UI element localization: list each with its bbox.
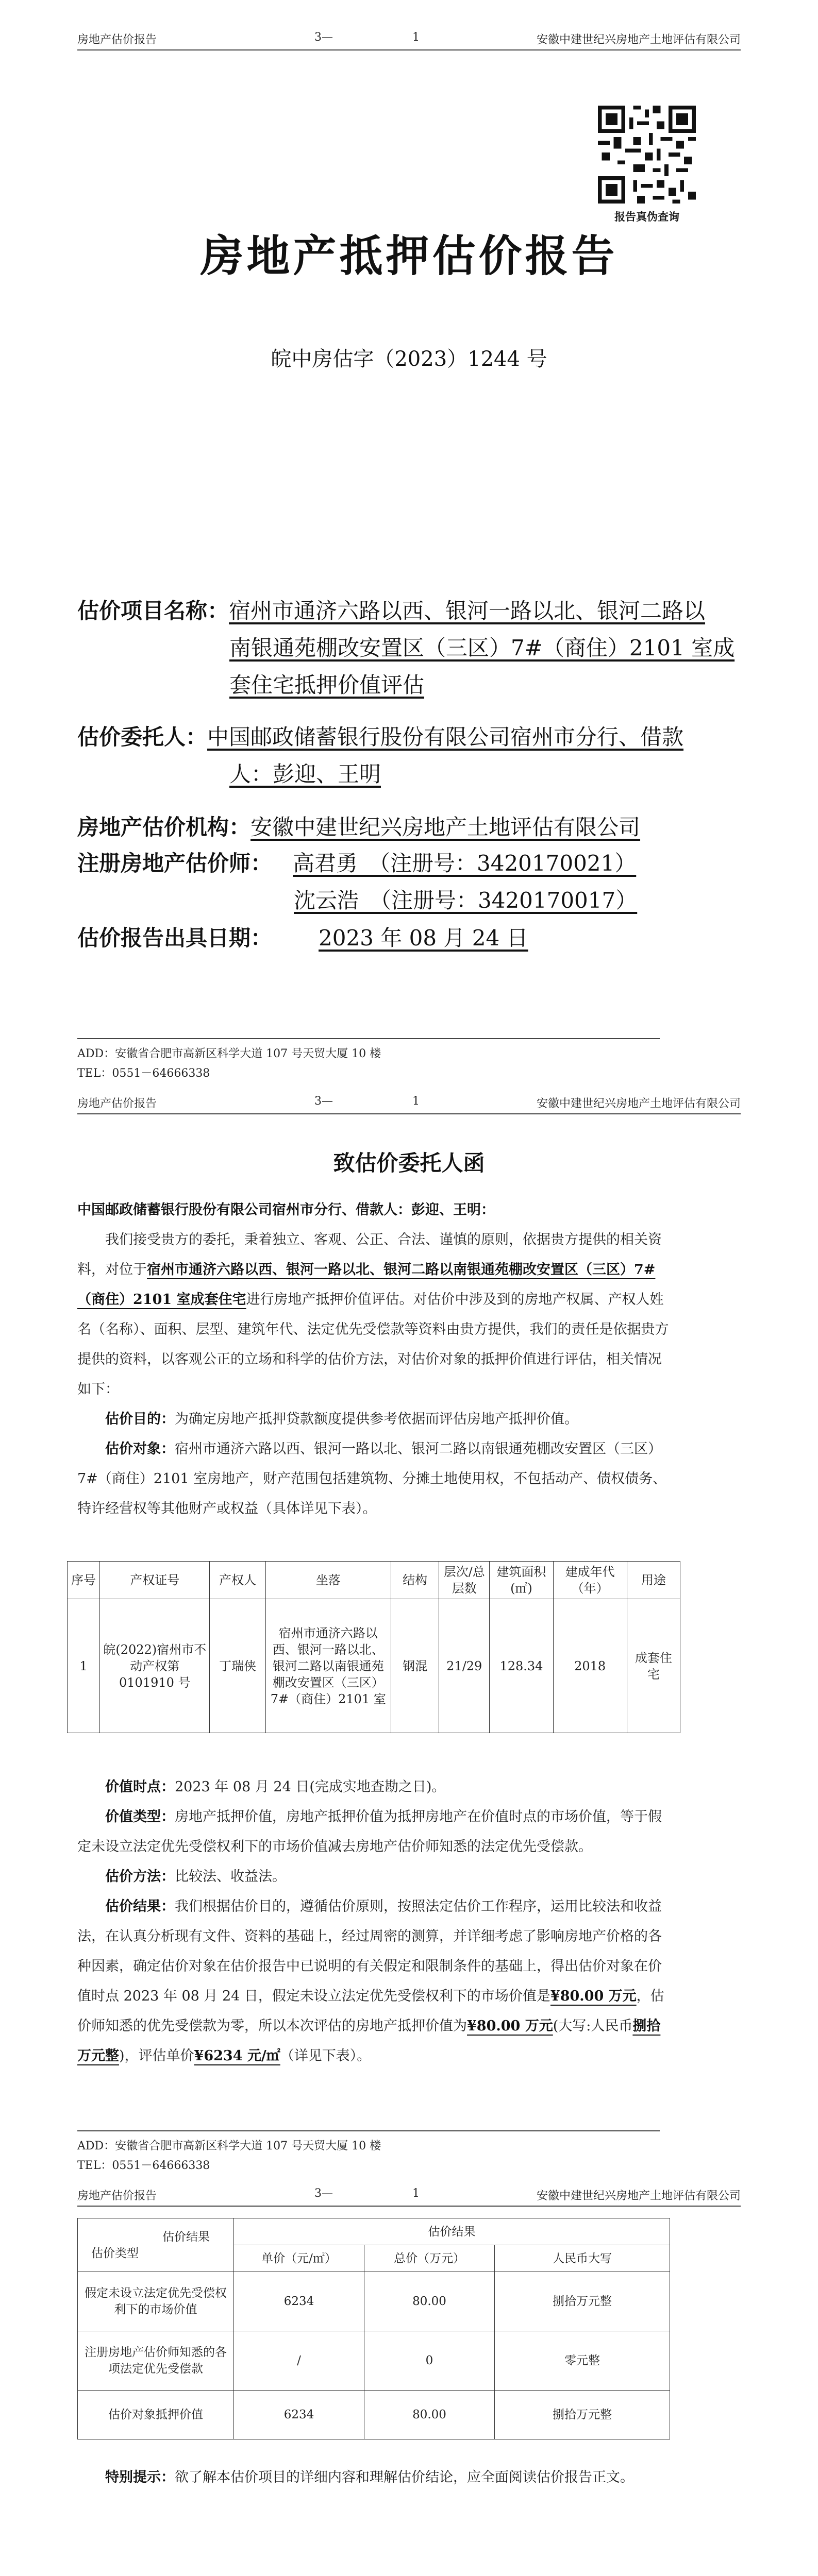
qr-code-icon[interactable] <box>598 106 696 204</box>
table-cell: 6234 <box>234 2391 364 2439</box>
table-header: 产权证号 <box>100 1562 210 1599</box>
header-company: 安徽中建世纪兴房地产土地评估有限公司 <box>536 1097 741 1110</box>
letter-body-values <box>77 1772 670 2071</box>
header-page-dash: 3— <box>314 31 333 44</box>
special-label: 特别提示： <box>105 2469 175 2485</box>
footer-address: ADD：安徽省合肥市高新区科学大道 107 号天贸大厦 10 楼 <box>77 1047 381 1060</box>
addressee: 中国邮政储蓄银行股份有限公司宿州市分行、借款人：彭迎、王明： <box>77 1202 495 1218</box>
issue-date-label: 估价报告出具日期： <box>77 925 273 951</box>
report-number: 皖中房估字（2023）1244 号 <box>271 347 547 371</box>
page-footer <box>77 1038 660 1083</box>
issue-date-row <box>77 920 590 957</box>
project-line-2: 南银通苑棚改安置区（三区）7#（商住）2101 室成 <box>229 635 735 660</box>
table-cell: 0 <box>364 2331 495 2391</box>
result-table <box>77 2218 670 2439</box>
special-note <box>77 2463 670 2493</box>
letter-title: 致估价委托人函 <box>333 1150 485 1176</box>
special-text: 欲了解本估价项目的详细内容和理解估价结论，应全面阅读估价报告正文。 <box>175 2469 634 2485</box>
intro-paragraph: 我们接受贵方的委托，秉着独立、客观、公正、合法、谨慎的原则，依据贵方提供的相关资料，对位于宿州市通济六路以西、银河一路以北、银河二路以南银通苑棚改安置区（三区）7#（商住）2101 室成套住宅进行房地产抵押价值评估。对估价中涉及到的房地产权属、产权人姓名（名称）、面积、层型、建筑年代、法定优先受偿款等资料由贵方提供，我们的责任是依据贵方提供的资料，以客观公正的立场和科学的估价方法，对估价对象的抵押价值进行评估，相关情况如下： <box>77 1232 669 1397</box>
table-cell: 钢混 <box>391 1599 439 1733</box>
result-table-corner <box>78 2218 234 2272</box>
letter-body-intro <box>77 1195 670 1524</box>
table-row <box>68 1599 680 1733</box>
table-cell: 假定未设立法定优先受偿权利下的市场价值 <box>78 2272 234 2331</box>
table-header: 建成年代（年） <box>553 1562 627 1599</box>
appraiser-2: 沈云浩 （注册号：3420170017） <box>294 888 638 913</box>
client-block <box>77 719 683 793</box>
table-cell: 80.00 <box>364 2391 495 2439</box>
footer-tel: TEL：0551－64666338 <box>77 1067 210 1080</box>
table-cell: 丁瑞侠 <box>210 1599 265 1733</box>
project-label: 估价项目名称： <box>77 598 229 623</box>
value-date-paragraph: 价值时点：2023 年 08 月 24 日(完成实地查勘之日)。 <box>105 1779 446 1795</box>
table-header: 序号 <box>68 1562 100 1599</box>
appraiser-label: 注册房地产估价师： <box>77 851 273 876</box>
project-line-1: 宿州市通济六路以西、银河一路以北、银河二路以 <box>229 598 706 623</box>
agency-label: 房地产估价机构： <box>77 815 251 840</box>
table-cell: 捌拾万元整 <box>495 2391 670 2439</box>
header-page-number: 1 <box>412 31 420 44</box>
table-row <box>78 2331 670 2391</box>
table-row <box>78 2272 670 2331</box>
appraiser-block <box>77 845 637 919</box>
project-name-block <box>77 592 734 704</box>
table-header: 用途 <box>627 1562 680 1599</box>
table-cell: 估价对象抵押价值 <box>78 2391 234 2439</box>
col-chinese-amount: 人民币大写 <box>495 2245 670 2272</box>
project-line-3: 套住宅抵押价值评估 <box>229 672 425 698</box>
appraiser-1: 高君勇 （注册号：3420170021） <box>293 851 637 876</box>
header-company: 安徽中建世纪兴房地产土地评估有限公司 <box>536 33 741 46</box>
header-page-number: 1 <box>412 1095 420 1108</box>
table-cell: 21/29 <box>439 1599 490 1733</box>
table-cell: 6234 <box>234 2272 364 2331</box>
issue-date-value: 2023 年 08 月 24 日 <box>319 925 528 951</box>
object-paragraph: 估价对象：宿州市通济六路以西、银河一路以北、银河二路以南银通苑棚改安置区（三区）7#（商住）2101 室房地产，财产范围包括建筑物、分摊土地使用权，不包括动产、债权债务、特许经营权等其他财产或权益（具体详见下表）。 <box>77 1441 667 1517</box>
table-cell: 捌拾万元整 <box>495 2272 670 2331</box>
client-label: 估价委托人： <box>77 724 208 750</box>
col-type-label: 估价类型 <box>91 2246 139 2260</box>
header-page-dash: 3— <box>314 1095 333 1108</box>
header-company: 安徽中建世纪兴房地产土地评估有限公司 <box>536 2190 741 2202</box>
table-cell: 128.34 <box>490 1599 553 1733</box>
header-doc-type: 房地产估价报告 <box>77 33 157 46</box>
table-header: 产权人 <box>210 1562 265 1599</box>
page-header <box>77 31 741 50</box>
property-table <box>67 1561 680 1733</box>
header-page-number: 1 <box>412 2187 420 2200</box>
footer-address: ADD：安徽省合肥市高新区科学大道 107 号天贸大厦 10 楼 <box>77 2140 381 2153</box>
table-header: 坐落 <box>265 1562 391 1599</box>
client-line-1: 中国邮政储蓄银行股份有限公司宿州市分行、借款 <box>207 724 684 750</box>
col-result-group: 估价结果 <box>234 2218 670 2245</box>
result-table-header <box>78 2218 670 2245</box>
table-cell: 成套住宅 <box>627 1599 680 1733</box>
table-cell: 零元整 <box>495 2331 670 2391</box>
table-header: 层次/总层数 <box>439 1562 490 1599</box>
table-cell: 注册房地产估价师知悉的各项法定优先受偿款 <box>78 2331 234 2391</box>
table-cell: 2018 <box>553 1599 627 1733</box>
table-row <box>78 2391 670 2439</box>
col-total-price: 总价（万元） <box>364 2245 495 2272</box>
col-unit-price: 单价（元/㎡） <box>234 2245 364 2272</box>
page-header <box>77 2187 741 2207</box>
header-doc-type: 房地产估价报告 <box>77 2190 157 2202</box>
table-cell: 80.00 <box>364 2272 495 2331</box>
header-doc-type: 房地产估价报告 <box>77 1097 157 1110</box>
footer-tel: TEL：0551－64666338 <box>77 2159 210 2172</box>
page-footer <box>77 2130 660 2176</box>
report-title: 房地产抵押估价报告 <box>200 230 618 281</box>
table-header: 建筑面积(㎡) <box>490 1562 553 1599</box>
client-line-2: 人：彭迎、王明 <box>229 761 381 787</box>
value-type-paragraph: 价值类型：房地产抵押价值，房地产抵押价值为抵押房地产在价值时点的市场价值，等于假定未设立法定优先受偿权利下的市场价值减去房地产估价师知悉的法定优先受偿款。 <box>77 1809 662 1855</box>
table-cell: / <box>234 2331 364 2391</box>
header-page-dash: 3— <box>314 2187 333 2200</box>
agency-row <box>77 809 640 846</box>
table-cell: 皖(2022)宿州市不动产权第0101910 号 <box>100 1599 210 1733</box>
table-header: 结构 <box>391 1562 439 1599</box>
qr-caption: 报告真伪查询 <box>614 210 679 223</box>
table-cell: 1 <box>68 1599 100 1733</box>
result-paragraph: 估价结果：我们根据估价目的，遵循估价原则，按照法定估价工作程序，运用比较法和收益法，在认真分析现有文件、资料的基础上，经过周密的测算，并详细考虑了影响房地产价格的各种因素，确定估价对象在估价报告中已说明的有关假定和限制条件的基础上，得出估价对象在价值时点 2023 年 08 月 24 日，假定未设立法定优先受偿权利下的市场价值是¥80.00 万元，估价师知悉的优先受偿款为零，所以本次评估的房地产抵押价值为¥80.00 万元(大写:人民币捌拾万元整)，评估单价¥6234 元/㎡（详见下表）。 <box>77 1899 664 2064</box>
purpose-paragraph: 估价目的：为确定房地产抵押贷款额度提供参考依据而评估房地产抵押价值。 <box>105 1411 578 1427</box>
table-cell: 宿州市通济六路以西、银河一路以北、银河二路以南银通苑棚改安置区（三区）7#（商住）2101 室 <box>265 1599 391 1733</box>
col-result-label: 估价结果 <box>162 2230 210 2244</box>
method-paragraph: 估价方法：比较法、收益法。 <box>105 1869 286 1885</box>
page-header <box>77 1095 741 1114</box>
agency-value: 安徽中建世纪兴房地产土地评估有限公司 <box>251 815 641 840</box>
table-header-row <box>68 1562 680 1599</box>
